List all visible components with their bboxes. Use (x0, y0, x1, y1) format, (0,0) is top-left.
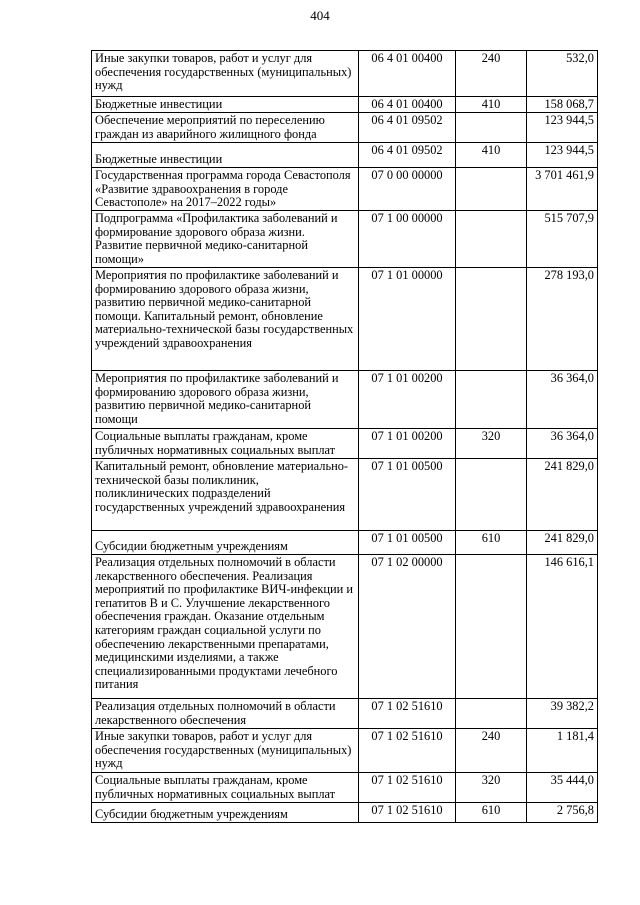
row-sum: 241 829,0 (527, 531, 598, 555)
row-name: Государственная программа города Севастополя «Развитие здравоохранения в городе Севастополе» на 2017–2022 годы» (92, 168, 359, 211)
row-code: 07 1 01 00200 (359, 429, 456, 459)
table-row (92, 143, 598, 168)
row-name: Иные закупки товаров, работ и услуг для обеспечения государственных (муниципальных) нужд (92, 729, 359, 773)
row-name: Социальные выплаты гражданам, кроме публичных нормативных социальных выплат (92, 429, 359, 459)
row-name: Бюджетные инвестиции (92, 97, 359, 113)
row-sum: 36 364,0 (527, 371, 598, 429)
row-vr: 610 (456, 531, 527, 555)
row-sum: 1 181,4 (527, 729, 598, 773)
table-row (92, 699, 598, 729)
row-name: Бюджетные инвестиции (92, 143, 359, 168)
row-code: 07 1 00 00000 (359, 211, 456, 268)
table-row (92, 531, 598, 555)
row-name: Иные закупки товаров, работ и услуг для обеспечения государственных (муниципальных) нужд (92, 51, 359, 97)
row-vr: 410 (456, 143, 527, 168)
row-name: Субсидии бюджетным учреждениям (92, 531, 359, 555)
row-name: Социальные выплаты гражданам, кроме публичных нормативных социальных выплат (92, 773, 359, 803)
row-vr: 610 (456, 803, 527, 823)
row-sum: 146 616,1 (527, 555, 598, 699)
row-name: Субсидии бюджетным учреждениям (92, 803, 359, 823)
row-vr: 240 (456, 729, 527, 773)
row-code: 07 1 02 51610 (359, 699, 456, 729)
row-name: Мероприятия по профилактике заболеваний и формированию здорового образа жизни, развитию первичной медико-санитарной помощи (92, 371, 359, 429)
row-code: 06 4 01 00400 (359, 51, 456, 97)
row-code: 07 1 01 00200 (359, 371, 456, 429)
row-code: 07 1 02 51610 (359, 773, 456, 803)
row-vr (456, 211, 527, 268)
table-row (92, 773, 598, 803)
row-vr (456, 268, 527, 371)
table-row (92, 168, 598, 211)
row-code: 07 1 01 00500 (359, 459, 456, 531)
row-sum: 515 707,9 (527, 211, 598, 268)
row-code: 07 1 02 51610 (359, 729, 456, 773)
row-vr (456, 113, 527, 143)
row-sum: 2 756,8 (527, 803, 598, 823)
row-vr: 410 (456, 97, 527, 113)
table-row (92, 113, 598, 143)
row-sum: 241 829,0 (527, 459, 598, 531)
table-row (92, 729, 598, 773)
row-code: 07 1 02 00000 (359, 555, 456, 699)
row-vr: 240 (456, 51, 527, 97)
table-row (92, 211, 598, 268)
row-code: 07 0 00 00000 (359, 168, 456, 211)
row-name: Реализация отдельных полномочий в области лекарственного обеспечения (92, 699, 359, 729)
table-row (92, 803, 598, 823)
row-name: Мероприятия по профилактике заболеваний и формированию здорового образа жизни, развитию первичной медико-санитарной помощи. Капитальный ремонт, обновление материально-технической базы государственных учреждений здравоохранения (92, 268, 359, 371)
row-sum: 123 944,5 (527, 113, 598, 143)
row-name: Реализация отдельных полномочий в области лекарственного обеспечения. Реализация мероприятий по профилактике ВИЧ-инфекции и гепатитов В и С. Улучшение лекарственного обеспечения граждан. Оказание отдельным категориям граждан социальной услуги по обеспечению лекарственными препаратами, медицинскими изделиями, а также специализированными продуктами лечебного питания (92, 555, 359, 699)
row-sum: 532,0 (527, 51, 598, 97)
row-sum: 123 944,5 (527, 143, 598, 168)
row-vr: 320 (456, 429, 527, 459)
row-vr (456, 371, 527, 429)
row-code: 07 1 02 51610 (359, 803, 456, 823)
table-row (92, 555, 598, 699)
row-sum: 39 382,2 (527, 699, 598, 729)
table-row (92, 459, 598, 531)
row-code: 07 1 01 00000 (359, 268, 456, 371)
row-vr (456, 168, 527, 211)
row-sum: 35 444,0 (527, 773, 598, 803)
row-code: 06 4 01 09502 (359, 143, 456, 168)
table-row (92, 268, 598, 371)
budget-table (91, 50, 598, 823)
table-row (92, 51, 598, 97)
row-code: 07 1 01 00500 (359, 531, 456, 555)
table-row (92, 97, 598, 113)
row-vr: 320 (456, 773, 527, 803)
row-vr (456, 459, 527, 531)
row-sum: 36 364,0 (527, 429, 598, 459)
row-sum: 3 701 461,9 (527, 168, 598, 211)
table-row (92, 371, 598, 429)
row-code: 06 4 01 00400 (359, 97, 456, 113)
row-name: Капитальный ремонт, обновление материально-технической базы поликлиник, поликлинических подразделений государственных учреждений здравоохранения (92, 459, 359, 531)
row-name: Обеспечение мероприятий по переселению граждан из аварийного жилищного фонда (92, 113, 359, 143)
row-sum: 158 068,7 (527, 97, 598, 113)
page-number: 404 (310, 8, 330, 23)
row-vr (456, 555, 527, 699)
row-code: 06 4 01 09502 (359, 113, 456, 143)
row-sum: 278 193,0 (527, 268, 598, 371)
row-name: Подпрограмма «Профилактика заболеваний и формирование здорового образа жизни. Развитие первичной медико-санитарной помощи» (92, 211, 359, 268)
table-row (92, 429, 598, 459)
row-vr (456, 699, 527, 729)
